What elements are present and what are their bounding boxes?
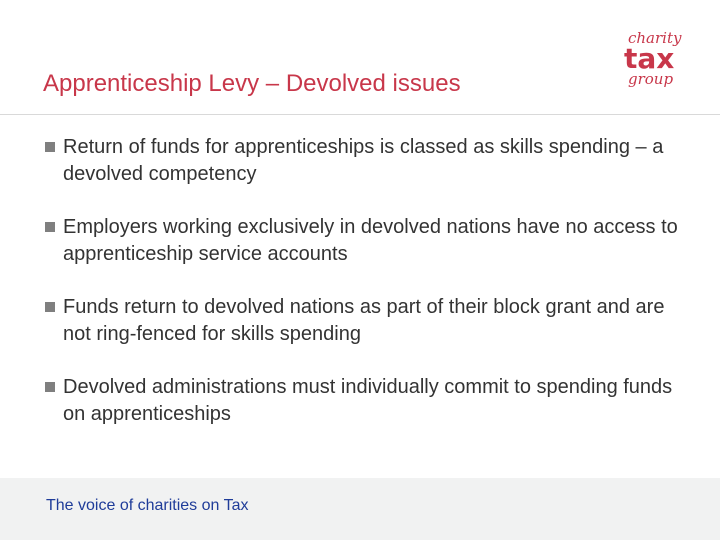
square-bullet-icon <box>45 302 55 312</box>
slide-title: Apprenticeship Levy – Devolved issues <box>43 70 461 97</box>
bullet-text: Funds return to devolved nations as part of their block grant and are not ring-fenced for skills spending <box>63 296 665 345</box>
square-bullet-icon <box>45 222 55 232</box>
bullet-text: Return of funds for apprenticeships is classed as skills spending – a devolved competency <box>63 136 664 185</box>
charity-tax-group-logo <box>624 30 688 87</box>
square-bullet-icon <box>45 382 55 392</box>
bullet-item <box>45 134 685 188</box>
footer-tagline: The voice of charities on Tax <box>46 497 249 514</box>
logo-word-group: group <box>628 70 674 88</box>
bullet-item <box>45 374 685 428</box>
bullet-item <box>45 214 685 268</box>
logo-word-tax: tax <box>624 42 675 75</box>
bullet-list <box>45 134 685 454</box>
bullet-text: Employers working exclusively in devolved nations have no access to apprenticeship service accounts <box>63 216 678 265</box>
bullet-item <box>45 294 685 348</box>
bullet-text: Devolved administrations must individually commit to spending funds on apprenticeships <box>63 376 673 425</box>
logo-word-charity: charity <box>628 29 682 47</box>
title-divider <box>0 114 720 115</box>
square-bullet-icon <box>45 142 55 152</box>
